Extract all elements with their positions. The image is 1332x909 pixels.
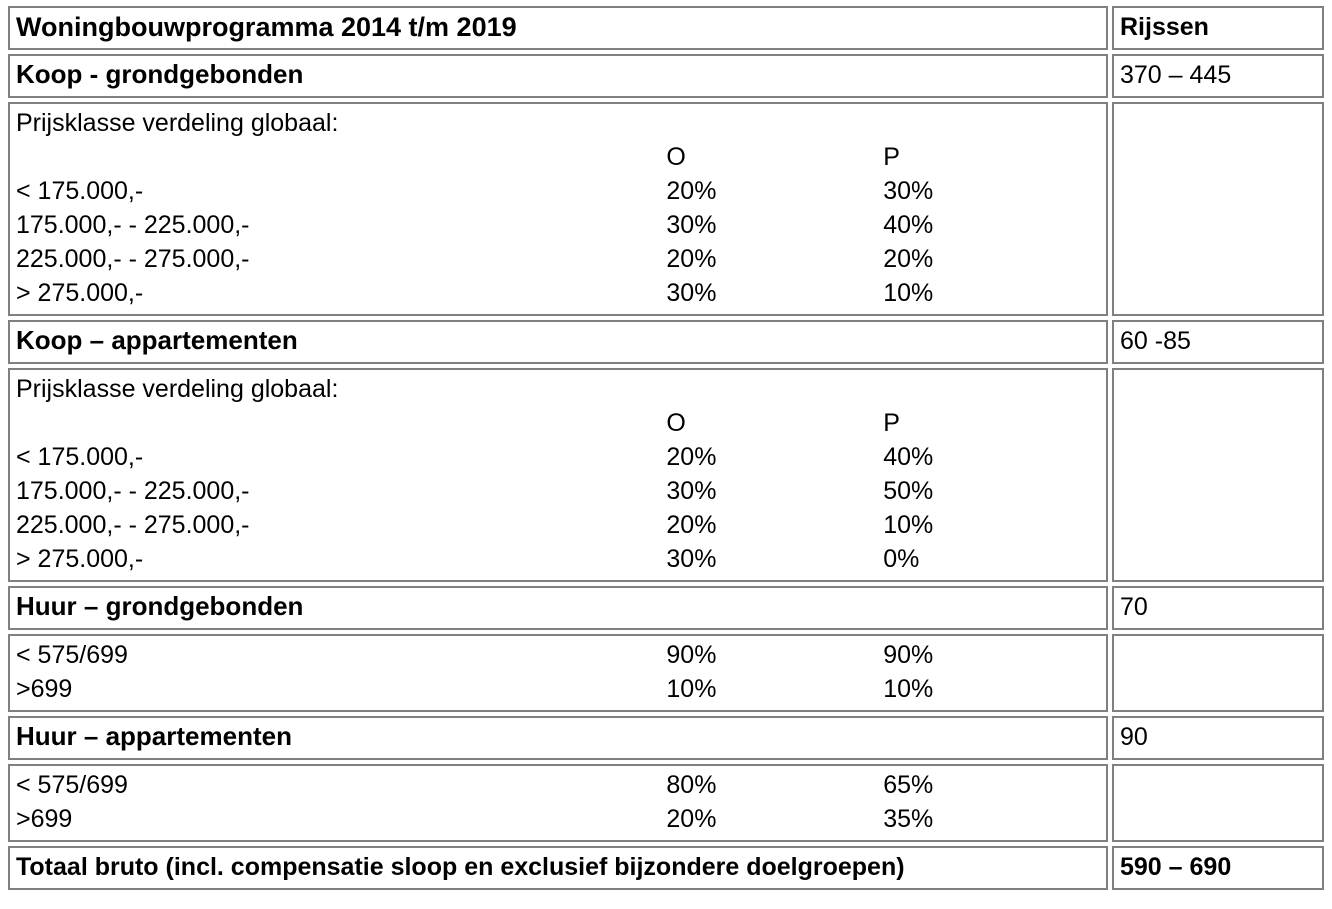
price-header-blank xyxy=(16,140,666,174)
price-value-o: 30% xyxy=(666,477,717,505)
price-header-o: O xyxy=(666,409,686,437)
total-row xyxy=(8,846,1324,890)
section-amount-1: 60 -85 xyxy=(1120,327,1191,355)
price-value-o: 80% xyxy=(666,771,717,799)
price-caption-1: Prijsklasse verdeling globaal: xyxy=(16,375,339,403)
table-row xyxy=(16,638,1100,672)
table-row xyxy=(16,276,1100,310)
price-value-o: 20% xyxy=(666,443,717,471)
price-value-p: 35% xyxy=(883,805,934,833)
section-body-row xyxy=(8,368,1324,582)
region-cell xyxy=(1112,6,1324,50)
price-value-p: 10% xyxy=(883,675,934,703)
price-value-o: 20% xyxy=(666,805,717,833)
price-label: > 275.000,- xyxy=(16,545,144,573)
section-body-cell-0 xyxy=(8,102,1108,316)
price-value-p: 30% xyxy=(883,177,934,205)
price-label: 225.000,- - 275.000,- xyxy=(16,511,250,539)
section-body-cell-3 xyxy=(8,764,1108,842)
section-body-row xyxy=(8,764,1324,842)
price-label: 225.000,- - 275.000,- xyxy=(16,245,250,273)
price-label: < 575/699 xyxy=(16,641,128,669)
section-amount-3: 90 xyxy=(1120,723,1148,751)
price-table-0 xyxy=(16,140,1100,310)
section-heading-row xyxy=(8,320,1324,364)
section-heading-cell-2 xyxy=(8,586,1108,630)
section-body-row xyxy=(8,102,1324,316)
price-header-p: P xyxy=(883,409,900,437)
price-table-2 xyxy=(16,638,1100,706)
section-amount-cell-1 xyxy=(1112,320,1324,364)
price-caption-0: Prijsklasse verdeling globaal: xyxy=(16,109,339,137)
section-body-side-2 xyxy=(1112,634,1324,712)
price-value-p: 40% xyxy=(883,443,934,471)
price-label: < 175.000,- xyxy=(16,443,144,471)
price-value-p: 90% xyxy=(883,641,934,669)
price-value-p: 65% xyxy=(883,771,934,799)
price-header-blank xyxy=(16,406,666,440)
price-value-p: 40% xyxy=(883,211,934,239)
total-label-cell xyxy=(8,846,1108,890)
price-value-o: 30% xyxy=(666,211,717,239)
table-row xyxy=(16,474,1100,508)
section-heading-2: Huur – grondgebonden xyxy=(16,591,304,621)
total-label: Totaal bruto (incl. compensatie sloop en exclusief bijzondere doelgroepen) xyxy=(16,853,905,881)
title-row xyxy=(8,6,1324,50)
page-title: Woningbouwprogramma 2014 t/m 2019 xyxy=(16,12,517,42)
section-body-side-3 xyxy=(1112,764,1324,842)
price-table-1 xyxy=(16,406,1100,576)
table-row xyxy=(16,208,1100,242)
price-label: < 575/699 xyxy=(16,771,128,799)
document-title-cell xyxy=(8,6,1108,50)
section-amount-cell-2 xyxy=(1112,586,1324,630)
price-value-o: 10% xyxy=(666,675,717,703)
price-value-o: 20% xyxy=(666,177,717,205)
price-label: >699 xyxy=(16,805,73,833)
total-amount-cell xyxy=(1112,846,1324,890)
section-heading-cell-0 xyxy=(8,54,1108,98)
price-table-header-row xyxy=(16,406,1100,440)
section-body-cell-2 xyxy=(8,634,1108,712)
section-amount-0: 370 – 445 xyxy=(1120,61,1232,89)
table-row xyxy=(16,508,1100,542)
table-row xyxy=(16,542,1100,576)
section-heading-0: Koop - grondgebonden xyxy=(16,59,304,89)
price-label: 175.000,- - 225.000,- xyxy=(16,211,250,239)
price-label: > 275.000,- xyxy=(16,279,144,307)
table-row xyxy=(16,768,1100,802)
section-heading-row xyxy=(8,586,1324,630)
price-table-header-row xyxy=(16,140,1100,174)
table-row xyxy=(16,672,1100,706)
price-value-o: 20% xyxy=(666,511,717,539)
section-heading-cell-3 xyxy=(8,716,1108,760)
section-amount-cell-3 xyxy=(1112,716,1324,760)
section-heading-row xyxy=(8,54,1324,98)
price-value-p: 0% xyxy=(883,545,920,573)
price-label: < 175.000,- xyxy=(16,177,144,205)
price-value-o: 30% xyxy=(666,279,717,307)
section-body-cell-1 xyxy=(8,368,1108,582)
total-amount: 590 – 690 xyxy=(1120,853,1232,881)
table-row xyxy=(16,802,1100,836)
section-body-side-0 xyxy=(1112,102,1324,316)
price-value-p: 10% xyxy=(883,511,934,539)
price-label: >699 xyxy=(16,675,73,703)
section-amount-cell-0 xyxy=(1112,54,1324,98)
section-body-row xyxy=(8,634,1324,712)
section-body-side-1 xyxy=(1112,368,1324,582)
section-heading-row xyxy=(8,716,1324,760)
section-heading-1: Koop – appartementen xyxy=(16,325,298,355)
price-value-o: 30% xyxy=(666,545,717,573)
price-label: 175.000,- - 225.000,- xyxy=(16,477,250,505)
table-row xyxy=(16,242,1100,276)
section-heading-3: Huur – appartementen xyxy=(16,721,292,751)
region-label: Rijssen xyxy=(1120,13,1209,41)
section-amount-2: 70 xyxy=(1120,593,1148,621)
price-value-p: 20% xyxy=(883,245,934,273)
price-header-o: O xyxy=(666,143,686,171)
price-value-o: 90% xyxy=(666,641,717,669)
section-heading-cell-1 xyxy=(8,320,1108,364)
price-header-p: P xyxy=(883,143,900,171)
table-row xyxy=(16,174,1100,208)
price-value-p: 10% xyxy=(883,279,934,307)
price-table-3 xyxy=(16,768,1100,836)
table-row xyxy=(16,440,1100,474)
price-value-o: 20% xyxy=(666,245,717,273)
price-value-p: 50% xyxy=(883,477,934,505)
